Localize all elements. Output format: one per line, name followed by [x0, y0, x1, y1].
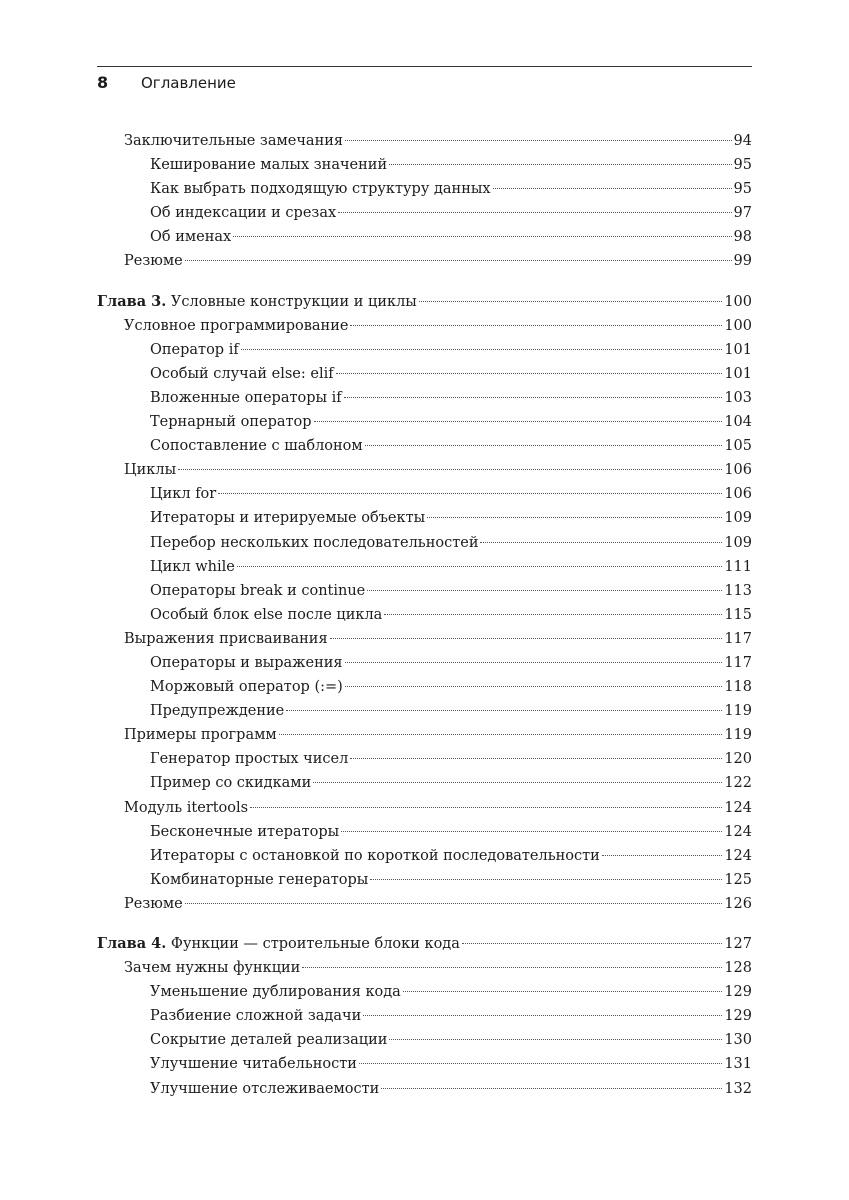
dot-leader — [218, 493, 722, 494]
toc-page-number: 115 — [724, 606, 752, 623]
toc-entry-label — [97, 932, 460, 956]
toc-entry-label — [124, 249, 183, 273]
toc-entry-text: Сокрытие деталей реализации — [150, 1032, 388, 1049]
dot-leader — [363, 1015, 722, 1016]
toc-entry[interactable] — [97, 410, 752, 434]
toc-entry-label — [150, 844, 600, 868]
toc-entry-label — [124, 458, 176, 482]
toc-page-number: 119 — [724, 703, 752, 720]
toc-entry[interactable] — [97, 651, 752, 675]
toc-entry[interactable] — [97, 201, 752, 225]
toc-page-number: 130 — [724, 1032, 752, 1049]
toc-entry[interactable] — [97, 796, 752, 820]
toc-entry-label — [150, 153, 387, 177]
toc-entry-text: Особый случай else: elif — [150, 365, 334, 382]
toc-entry-label — [150, 675, 343, 699]
toc-entry-text: Итераторы и итерируемые объекты — [150, 510, 426, 527]
toc-entry-label — [150, 1077, 379, 1101]
toc-entry[interactable] — [97, 868, 752, 892]
chapter-prefix: Глава 3. — [97, 292, 167, 310]
toc-entry-text: Зачем нужны функции — [124, 960, 301, 977]
toc-chapter-entry[interactable] — [97, 932, 752, 956]
toc-entry-label — [150, 1004, 361, 1028]
toc-entry-text: Резюме — [124, 253, 183, 270]
toc-entry-text: Условное программирование — [124, 317, 349, 334]
toc-page-number: 120 — [724, 751, 752, 768]
toc-entry-text: Итераторы с остановкой по короткой последовательности — [150, 847, 600, 864]
toc-page-number: 113 — [724, 582, 752, 599]
toc-page-number: 117 — [724, 654, 752, 671]
toc-entry-text: Цикл for — [150, 486, 217, 503]
toc-entry-text: Пример со скидками — [150, 775, 312, 792]
toc-entry[interactable] — [97, 129, 752, 153]
toc-entry-label — [97, 290, 417, 314]
toc-entry-label — [124, 956, 300, 980]
toc-page-number: 109 — [724, 534, 752, 551]
running-title: Оглавление — [141, 74, 236, 92]
toc-page-number: 95 — [733, 181, 752, 198]
toc-page-number: 103 — [724, 389, 752, 406]
dot-leader — [345, 662, 723, 663]
dot-leader — [330, 638, 723, 639]
dot-leader — [359, 1063, 722, 1064]
toc-page-number: 99 — [733, 253, 752, 270]
dot-leader — [178, 469, 722, 470]
toc-entry-text: Оператор if — [150, 341, 239, 358]
page-number: 8 — [97, 73, 109, 92]
toc-entry-label — [124, 627, 328, 651]
dot-leader — [350, 325, 722, 326]
toc-page-number: 95 — [733, 157, 752, 174]
toc-entry-label — [150, 771, 311, 795]
dot-leader — [419, 301, 722, 302]
toc-entry[interactable] — [97, 747, 752, 771]
dot-leader — [341, 831, 722, 832]
dot-leader — [237, 566, 723, 567]
toc-page-number: 118 — [724, 679, 752, 696]
toc-entry-text: Генератор простых чисел — [150, 751, 349, 768]
toc-entry[interactable] — [97, 338, 752, 362]
toc-entry[interactable] — [97, 1004, 752, 1028]
toc-page-number: 125 — [724, 871, 752, 888]
toc-entry-text: Перебор нескольких последовательностей — [150, 534, 479, 551]
dot-leader — [462, 943, 722, 944]
toc-entry-label — [150, 434, 363, 458]
toc-page-number: 105 — [724, 438, 752, 455]
toc-entry-text: Сопоставление с шаблоном — [150, 438, 363, 455]
toc-page-number: 131 — [724, 1056, 752, 1073]
dot-leader — [403, 991, 723, 992]
toc-entry-label — [150, 531, 478, 555]
toc-entry[interactable] — [97, 153, 752, 177]
toc-entry-label — [150, 651, 343, 675]
toc-entry-text: Комбинаторные генераторы — [150, 871, 369, 888]
toc-page-number: 126 — [724, 895, 752, 912]
toc-entry-label — [124, 723, 277, 747]
toc-chapter-entry[interactable] — [97, 290, 752, 314]
toc-entry-label — [150, 747, 348, 771]
toc-page-number: 101 — [724, 341, 752, 358]
toc-entry-text: Операторы и выражения — [150, 654, 343, 671]
chapter-prefix: Глава 4. — [97, 935, 167, 952]
toc-entry-text: Кеширование малых значений — [150, 157, 388, 174]
toc-entry-label — [150, 506, 425, 530]
dot-leader — [344, 397, 723, 398]
dot-leader — [241, 349, 723, 350]
toc-page-number: 124 — [724, 823, 752, 840]
toc-entry-label — [150, 482, 216, 506]
toc-entry-text: Вложенные операторы if — [150, 389, 342, 406]
toc-page-number: 119 — [724, 727, 752, 744]
dot-leader — [365, 445, 723, 446]
toc-entry[interactable] — [97, 579, 752, 603]
toc-entry-text: Резюме — [124, 895, 183, 912]
toc-entry[interactable] — [97, 1028, 752, 1052]
dot-leader — [313, 782, 722, 783]
toc-page-number: 129 — [724, 984, 752, 1001]
toc-page-number: 101 — [724, 365, 752, 382]
toc-entry[interactable] — [97, 771, 752, 795]
toc-entry[interactable] — [97, 531, 752, 555]
dot-leader — [367, 590, 722, 591]
dot-leader — [350, 758, 722, 759]
dot-leader — [427, 517, 722, 518]
toc-page-number: 100 — [724, 317, 752, 334]
toc-entry-label — [150, 338, 239, 362]
toc-entry-text: Об индексации и срезах — [150, 205, 337, 222]
toc-entry-label — [150, 555, 235, 579]
toc-entry-text: Моржовый оператор (:=) — [150, 679, 343, 696]
toc-page-number: 129 — [724, 1008, 752, 1025]
toc-entry[interactable] — [97, 434, 752, 458]
toc-page-number: 104 — [724, 414, 752, 431]
toc-entry-text: Функции — строительные блоки кода — [170, 936, 460, 952]
dot-leader — [389, 164, 731, 165]
toc-entry-label — [124, 129, 343, 153]
toc-entry[interactable] — [97, 506, 752, 530]
toc-page-number: 97 — [733, 205, 752, 222]
toc-entry-text: Условные конструкции и циклы — [170, 293, 417, 310]
toc-page-number: 94 — [733, 133, 752, 149]
dot-leader — [493, 188, 732, 189]
toc-entry-label — [150, 177, 491, 201]
toc-entry[interactable] — [97, 956, 752, 980]
dot-leader — [384, 614, 722, 615]
toc-entry-label — [150, 1052, 357, 1076]
toc-entry[interactable] — [97, 603, 752, 627]
toc-entry-text: Операторы break и continue — [150, 582, 366, 599]
toc-entry[interactable] — [97, 482, 752, 506]
toc-entry[interactable] — [97, 892, 752, 916]
toc-entry-label — [124, 796, 248, 820]
toc-page-number: 128 — [724, 960, 752, 977]
toc-page-number: 111 — [724, 558, 752, 575]
toc-page-number: 109 — [724, 510, 752, 527]
dot-leader — [381, 1088, 722, 1089]
toc-page-number: 106 — [724, 486, 752, 503]
toc-entry[interactable] — [97, 314, 752, 338]
toc-entry[interactable] — [97, 362, 752, 386]
toc-entry[interactable] — [97, 225, 752, 249]
toc-entry[interactable] — [97, 386, 752, 410]
toc-entry-text: Предупреждение — [150, 703, 285, 720]
dot-leader — [345, 140, 731, 141]
toc-entry-text: Цикл while — [150, 558, 235, 575]
toc-entry-text: Улучшение читабельности — [150, 1056, 357, 1073]
toc-entry-text: Циклы — [124, 462, 177, 479]
toc-page-number: 124 — [724, 847, 752, 864]
toc-entry[interactable] — [97, 699, 752, 723]
toc-entry-label — [150, 868, 368, 892]
toc-entry[interactable] — [97, 820, 752, 844]
toc-entry[interactable] — [97, 458, 752, 482]
toc-entry[interactable] — [97, 980, 752, 1004]
toc-page-number: 127 — [724, 936, 752, 952]
toc-entry-label — [150, 1028, 387, 1052]
toc-entry-text: Выражения присваивания — [124, 630, 328, 647]
toc-entry-text: Уменьшение дублирования кода — [150, 984, 401, 1001]
toc-page-number: 100 — [724, 293, 752, 310]
toc-entry[interactable] — [97, 177, 752, 201]
toc-entry-label — [150, 603, 382, 627]
toc-entry-label — [150, 699, 284, 723]
toc-entry-text: Как выбрать подходящую структуру данных — [150, 181, 491, 198]
toc-entry[interactable] — [97, 249, 752, 273]
toc-entry-text: Улучшение отслеживаемости — [150, 1080, 380, 1097]
dot-leader — [389, 1039, 722, 1040]
dot-leader — [185, 260, 732, 261]
toc-entry-label — [150, 225, 231, 249]
toc-entry[interactable] — [97, 627, 752, 651]
dot-leader — [233, 236, 731, 237]
dot-leader — [185, 903, 723, 904]
toc-entry-label — [150, 362, 334, 386]
dot-leader — [370, 879, 722, 880]
toc-entry[interactable] — [97, 1077, 752, 1101]
toc-page-number: 122 — [724, 775, 752, 792]
toc-entry-label — [150, 820, 339, 844]
toc-entry-text: Заключительные замечания — [124, 133, 344, 149]
toc-entry-label — [150, 579, 365, 603]
dot-leader — [279, 734, 723, 735]
toc-entry-text: Бесконечные итераторы — [150, 823, 340, 840]
dot-leader — [602, 855, 723, 856]
toc-entry-label — [150, 980, 401, 1004]
toc-entry-text: Об именах — [150, 229, 232, 246]
dot-leader — [338, 212, 731, 213]
table-of-contents — [97, 129, 752, 1101]
toc-entry[interactable] — [97, 1052, 752, 1076]
toc-entry-text: Разбиение сложной задачи — [150, 1008, 362, 1025]
toc-entry[interactable] — [97, 723, 752, 747]
toc-entry-label — [124, 892, 183, 916]
toc-entry[interactable] — [97, 555, 752, 579]
toc-page-number: 98 — [733, 229, 752, 246]
toc-entry-text: Примеры программ — [124, 727, 277, 744]
toc-entry-text: Модуль itertools — [124, 799, 249, 816]
dot-leader — [302, 967, 722, 968]
toc-page-number: 124 — [724, 799, 752, 816]
dot-leader — [250, 807, 722, 808]
toc-entry[interactable] — [97, 844, 752, 868]
dot-leader — [480, 542, 722, 543]
toc-page-number: 132 — [724, 1080, 752, 1097]
toc-entry-label — [124, 314, 348, 338]
dot-leader — [336, 373, 723, 374]
toc-entry-text: Тернарный оператор — [150, 414, 312, 431]
dot-leader — [314, 421, 723, 422]
toc-entry-text: Особый блок else после цикла — [150, 606, 383, 623]
toc-entry-label — [150, 386, 342, 410]
toc-page-number: 117 — [724, 630, 752, 647]
page-header — [97, 66, 752, 101]
toc-entry-label — [150, 410, 312, 434]
toc-entry[interactable] — [97, 675, 752, 699]
toc-page-number: 106 — [724, 462, 752, 479]
dot-leader — [345, 686, 723, 687]
toc-entry-label — [150, 201, 336, 225]
dot-leader — [286, 710, 722, 711]
